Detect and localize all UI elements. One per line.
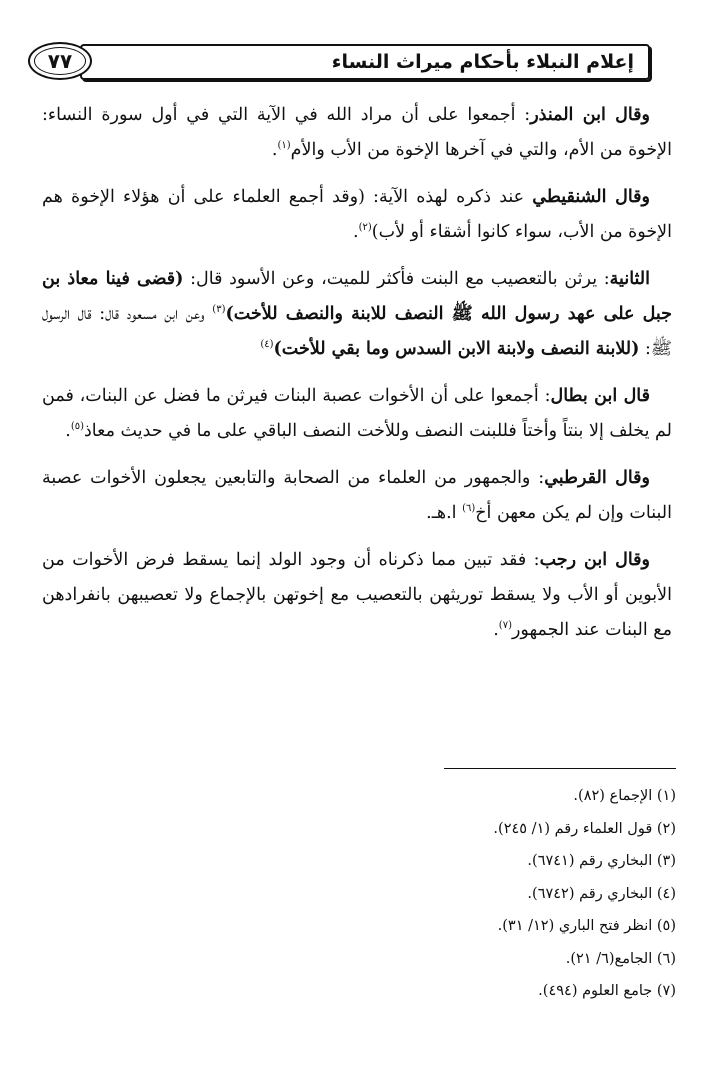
paragraph-qurtubi xyxy=(42,461,672,531)
footnote-item: (٤) البخاري رقم (٦٧٤٢). xyxy=(527,885,676,902)
footnotes xyxy=(300,780,676,1008)
footnote-ref: (٦) xyxy=(462,503,476,515)
footnote-item: (٥) انظر فتح الباري (١٢/ ٣١). xyxy=(497,918,676,934)
paragraph-text: : فقد تبين مما ذكرناه أن وجود الولد إنما يسقط فرض الأخوات من الأبوين أو الأب ولا يسقط توريثهن بالتعصيب مع إخوتهن بالإجماع ولا تعصيبهن بانفرادهن مع البنات عند الجمهور xyxy=(42,550,672,640)
paragraph-text: : أجمعوا على أن الأخوات عصبة البنات فيرثن ما فضل عن البنات، فمن لم يخلف إلا بنتاً وأختاً فللبنت النصف وللأخت النصف الباقي على ما في حديث معاذ xyxy=(42,386,672,441)
hadith-quote: (للابنة النصف ولابنة الابن السدس وما بقي للأخت) xyxy=(273,339,640,359)
paragraph-ibn-rajab xyxy=(42,543,672,648)
speaker-name: وقال الشنقيطي xyxy=(532,187,650,207)
paragraph-text: : والجمهور من العلماء من الصحابة والتابعين يجعلون الأخوات عصبة البنات وإن لم يكن معهن أخ xyxy=(42,468,672,523)
speaker-name: وقال القرطبي xyxy=(544,468,650,488)
speaker-name: وقال ابن رجب xyxy=(539,550,650,570)
paragraph-ibn-battal xyxy=(42,379,672,449)
footnote-ref: (١) xyxy=(277,140,291,152)
book-title: إعلام النبلاء بأحكام ميراث النساء xyxy=(331,51,634,73)
paragraph-text: عند ذكره لهذه الآية: (وقد أجمع العلماء على أن هؤلاء الإخوة هم الإخوة من الأب، سواء كانوا أشقاء أو لأب) xyxy=(42,187,672,242)
page-number: ٧٧ xyxy=(47,49,73,73)
paragraph-tail: . xyxy=(493,620,499,640)
speaker-name: وقال ابن المنذر xyxy=(530,105,650,125)
paragraph-tail: . xyxy=(271,140,278,160)
speaker-name: قال ابن بطال xyxy=(550,386,650,406)
paragraph-text: : أجمعوا على أن مراد الله في الآية التي في أول سورة النساء: الإخوة من الأم، والتي في آخرها الإخوة من الأب والأم xyxy=(42,105,672,160)
paragraph-ibn-almundhir xyxy=(42,98,672,168)
footnote-item: (١) الإجماع (٨٢). xyxy=(573,788,676,804)
footnote-item: (٢) قول العلماء رقم (١/ ٢٤٥). xyxy=(493,820,676,837)
section-label: الثانية xyxy=(609,269,650,289)
footnote-item: (٧) جامع العلوم (٤٩٤). xyxy=(538,983,676,999)
footnote-ref: (٢) xyxy=(358,222,372,234)
footnote-ref: (٥) xyxy=(70,421,85,433)
footnote-ref: (٧) xyxy=(498,620,512,632)
running-header xyxy=(80,44,650,80)
paragraph-shanqiti xyxy=(42,180,672,250)
footnote-ref: (٤) xyxy=(260,339,274,351)
paragraph-text: : يرثن بالتعصيب مع البنت فأكثر للميت، وعن الأسود قال: xyxy=(183,269,610,289)
footnote-divider xyxy=(444,768,676,769)
hadith-quote: (قضى فينا معاذ بن جبل على عهد رسول الله ﷺ النصف للابنة والنصف للأخت) xyxy=(42,269,672,324)
page-number-badge xyxy=(28,42,92,80)
paragraph-tail: . xyxy=(353,222,359,242)
main-text xyxy=(42,98,672,660)
paragraph-tail: . xyxy=(65,421,71,441)
footnote-item: (٣) البخاري رقم (٦٧٤١). xyxy=(527,853,676,869)
footnote-ref: (٣) xyxy=(212,304,226,316)
paragraph-tail: ا.هـ. xyxy=(426,503,463,523)
paragraph-text: وعن ابن مسعود قال: قال الرسول ﷺ: xyxy=(42,304,672,359)
paragraph-second-case xyxy=(42,262,672,367)
footnote-item: (٦) الجامع(٦/ ٢١). xyxy=(565,950,676,967)
